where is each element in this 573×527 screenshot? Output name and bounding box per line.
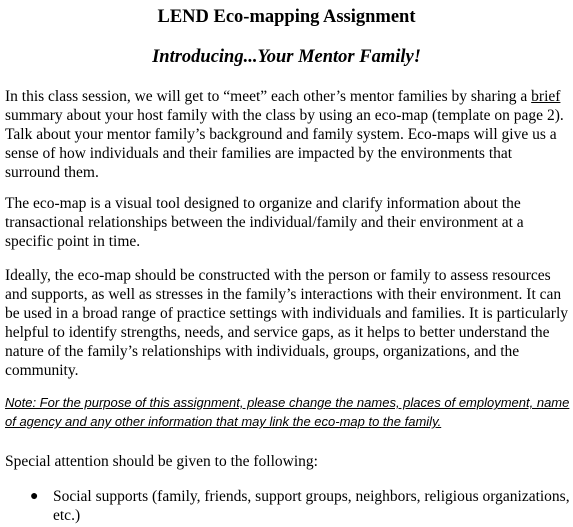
document-subtitle: Introducing...Your Mentor Family! — [152, 47, 421, 67]
bullet-text: Social supports (family, friends, support groups, neighbors, religious organizations, etc.) — [53, 488, 570, 524]
assignment-note: Note: For the purpose of this assignment, please change the names, places of employment, name of agency and any other information that may link the eco-map to the family. — [5, 395, 570, 429]
eco-map-usage-paragraph: Ideally, the eco-map should be constructed with the person or family to assess resources and supports, as well as stresses in the family’s interactions with their environment. It can be used in a broad range of practice settings with individuals and families. It is particularly helpful to identify strengths, needs, and service gaps, as it helps to better understand the nature of the family’s relationships with individuals, groups, organizations, and the community. — [5, 267, 569, 379]
brief-underlined-word: brief — [531, 88, 561, 105]
eco-map-definition-paragraph: The eco-map is a visual tool designed to organize and clarify information about the transactional relationships between the individual/family and their environment at a specific point in time. — [5, 195, 524, 250]
intro-text-start: In this class session, we will get to “meet” each other’s mentor families by sharing a — [5, 88, 532, 105]
intro-text-end: summary about your host family with the class by using an eco-map (template on page 2). Talk about your mentor family’s background and family system. Eco-maps will give us a sense of how individuals and their families are impacted by the environments that surround them. — [5, 107, 564, 181]
intro-paragraph — [5, 87, 571, 182]
special-attention-text: Special attention should be given to the following: — [5, 453, 318, 470]
bullet-icon: ● — [30, 489, 39, 504]
document-title: LEND Eco-mapping Assignment — [157, 7, 416, 27]
